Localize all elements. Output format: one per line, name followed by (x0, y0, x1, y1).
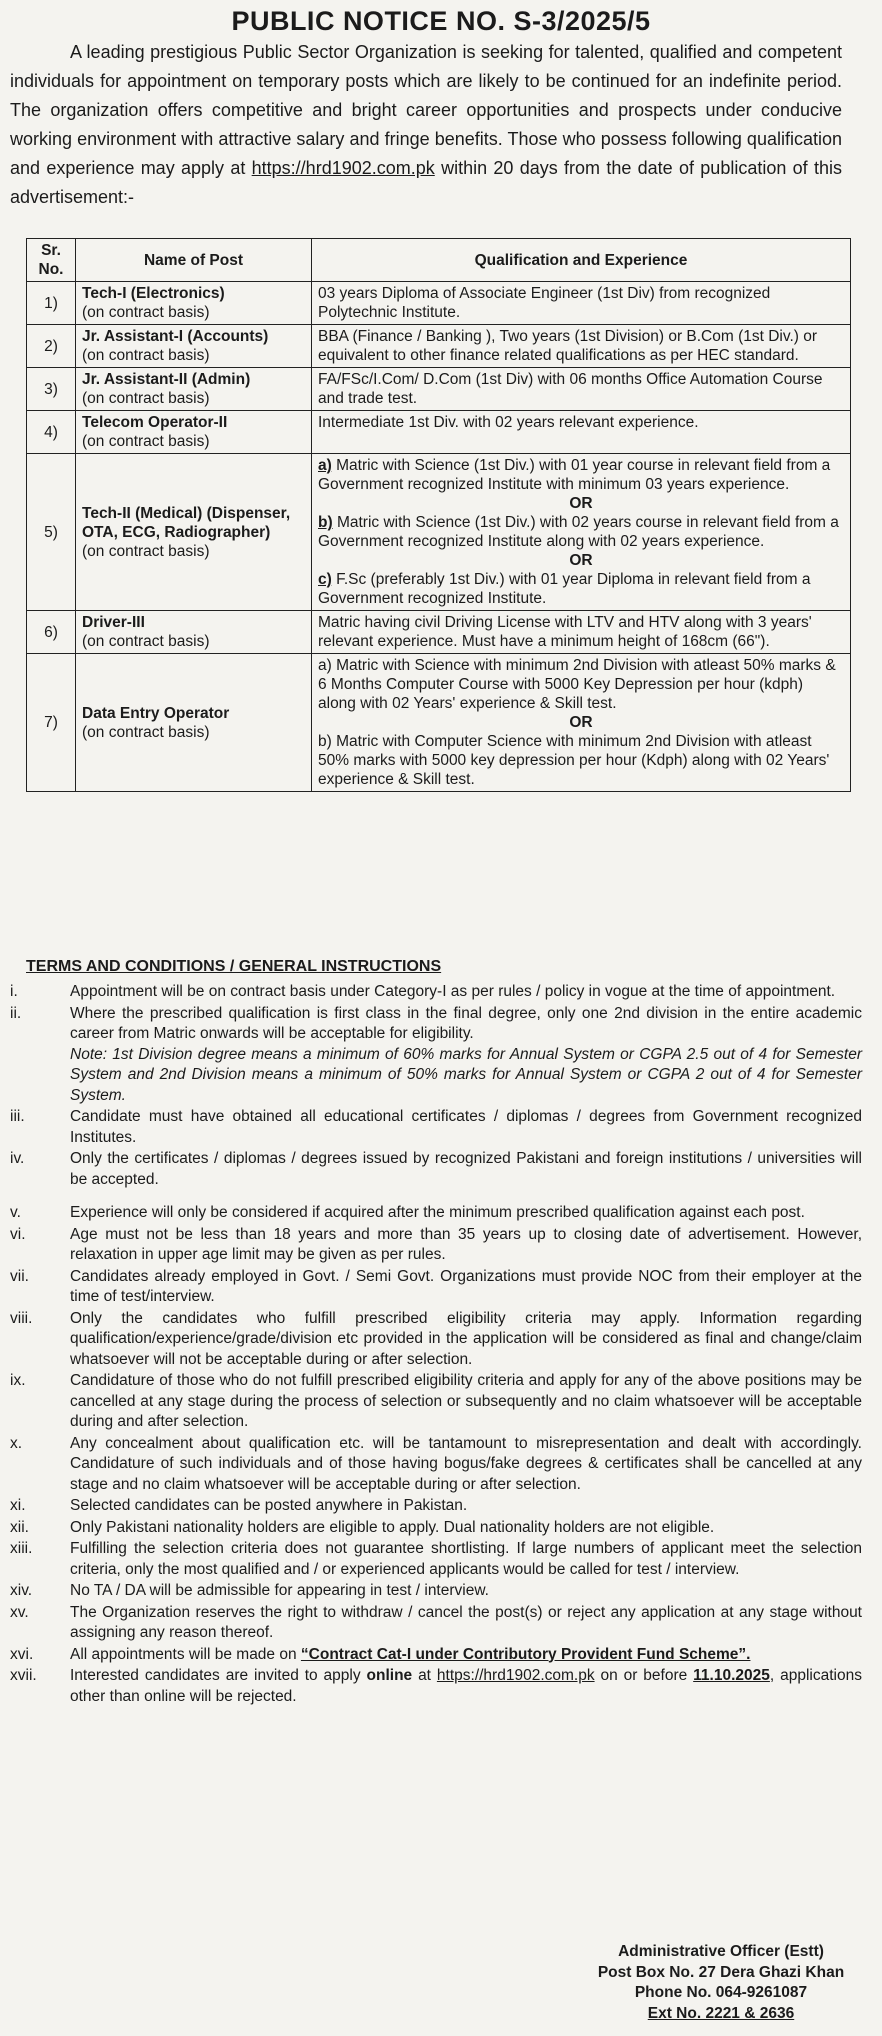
terms-heading: TERMS AND CONDITIONS / GENERAL INSTRUCTIONS (26, 958, 442, 975)
list-item: i. Appointment will be on contract basis under Category-I as per rules / policy in vogue at the time of appointment. (10, 983, 836, 1000)
or-separator: OR (569, 552, 593, 569)
post-name: Telecom Operator-II (82, 414, 228, 431)
table-row (27, 282, 851, 325)
row-post (76, 611, 312, 654)
list-item: xiii. Fulfilling the selection criteria does not guarantee shortlisting. If large numbers of applicant meet the selection criteria, only the most qualified and / or experienced applicants would be called for test / interview. (10, 1540, 862, 1578)
extension-numbers: Ext No. 2221 & 2636 (647, 2004, 795, 2022)
row-sr: 1) (27, 282, 76, 325)
list-item: xvi. All appointments will be made on “Contract Cat-I under Contributory Provident Fund Scheme”. (10, 1645, 751, 1663)
row-post (76, 282, 312, 325)
deadline-date: 11.10.2025 (693, 1667, 770, 1684)
qualification-option-b: b) Matric with Computer Science with minimum 2nd Division with atleast 50% marks with 5000 key depression per hour (Kdph) along with 02 Years' experience & Skill test. (318, 733, 830, 788)
row-sr: 5) (27, 454, 76, 611)
row-sr: 3) (27, 368, 76, 411)
post-basis: (on contract basis) (82, 723, 210, 741)
header-sr: Sr. No. (27, 239, 76, 282)
row-qualification: 03 years Diploma of Associate Engineer (1st Div) from recognized Polytechnic Institute. (312, 282, 851, 325)
note-text: Note: 1st Division degree means a minimum of 60% marks for Annual System or CGPA 2.5 out of 4 for Semester System and 2nd Division means a minimum of 50% marks for Annual System or CGPA 2 out of 4 for Semester System. (70, 1045, 862, 1104)
list-item: iv. Only the certificates / diplomas / degrees issued by recognized Pakistani and foreign institutions / universities will be accepted. (10, 1150, 862, 1188)
list-item: iii. Candidate must have obtained all educational certificates / diplomas / degrees from Government recognized Institutes. (10, 1108, 862, 1146)
row-sr: 6) (27, 611, 76, 654)
list-item: vii. Candidates already employed in Govt. / Semi Govt. Organizations must provide NOC from their employer at the time of test/interview. (10, 1267, 862, 1305)
signatory-title: Administrative Officer (Estt) (618, 1943, 824, 1960)
row-qualification (312, 454, 851, 611)
post-basis: (on contract basis) (82, 633, 210, 650)
row-post (76, 368, 312, 411)
list-item: ix. Candidature of those who do not fulfill prescribed eligibility criteria and apply for any of the above positions may be cancelled at any stage during the process of selection or subsequently and no claim whatsoever will be acceptable during and after selection. (10, 1372, 862, 1430)
post-basis: (on contract basis) (82, 433, 210, 450)
list-item: v. Experience will only be considered if acquired after the minimum prescribed qualification against each post. (10, 1204, 805, 1221)
qualification-option-a: a) Matric with Science with minimum 2nd Division with atleast 50% marks & 6 Months Computer Course with 5000 Key Depression per hour (kdph) along with 02 Years' experience & Skill test. (318, 657, 836, 712)
list-item: ii. Where the prescribed qualification is first class in the final degree, only one 2nd division in the entire academic career from Matric onwards will be acceptable for eligibility. Note: 1st Division degree means a minimum of 60% marks for Annual System or CGPA 2.5 out of 4 for Semester System and 2nd Division means a minimum of 50% marks for Annual System or CGPA 2 out of 4 for Semester System. (0, 1004, 882, 1107)
signature-block (586, 1942, 856, 2024)
row-post (76, 411, 312, 454)
row-post (76, 654, 312, 792)
post-name: Jr. Assistant-II (Admin) (82, 371, 251, 388)
post-basis: (on contract basis) (82, 390, 210, 407)
qualification-option-c: c) F.Sc (preferably 1st Div.) with 01 year Diploma in relevant field from a Government recognized Institute. (318, 571, 811, 607)
or-separator: OR (569, 714, 593, 731)
posts-table (26, 238, 851, 792)
list-item: xvii. Interested candidates are invited to apply online at https://hrd1902.com.pk on or before 11.10.2025, applications other than online will be rejected. (10, 1667, 862, 1705)
table-row (27, 411, 851, 454)
row-qualification: FA/FSc/I.Com/ D.Com (1st Div) with 06 months Office Automation Course and trade test. (312, 368, 851, 411)
qualification-option-a: a) Matric with Science (1st Div.) with 01 year course in relevant field from a Government recognized Institute with minimum 03 years experience. (318, 457, 831, 493)
list-item: x. Any concealment about qualification etc. will be tantamount to misrepresentation and dealt with accordingly. Candidature of such individuals and of those having bogus/fake degrees & certificates shall be cancelled at any stage and no claim whatsoever will be acceptable during or after selection. (10, 1434, 862, 1493)
list-item: xv. The Organization reserves the right to withdraw / cancel the post(s) or reject any application at any stage without assigning any reason thereof. (10, 1603, 862, 1641)
notice-title: PUBLIC NOTICE NO. S-3/2025/5 (231, 6, 651, 36)
list-item: xiv. No TA / DA will be admissible for appearing in test / interview. (10, 1582, 489, 1599)
post-basis: (on contract basis) (82, 542, 210, 560)
row-post (76, 325, 312, 368)
intro-text: A leading prestigious Public Sector Organization is seeking for talented, qualified and competent individuals for appointment on temporary posts which are likely to be continued for an indefinite period. The organization offers competitive and bright career opportunities and prospects under conducive working environment with attractive salary and fringe benefits. Those who possess following qualification and experience may apply at (10, 42, 842, 178)
list-item: xi. Selected candidates can be posted anywhere in Pakistan. (10, 1497, 468, 1514)
postal-address: Post Box No. 27 Dera Ghazi Khan (597, 1963, 845, 1981)
row-qualification: Intermediate 1st Div. with 02 years relevant experience. (312, 411, 851, 454)
row-post (76, 454, 312, 611)
apply-link[interactable]: https://hrd1902.com.pk (436, 1667, 595, 1684)
table-row (27, 611, 851, 654)
table-row (27, 325, 851, 368)
post-name: Jr. Assistant-I (Accounts) (82, 328, 269, 345)
row-qualification: BBA (Finance / Banking ), Two years (1st Division) or B.Com (1st Div.) or equivalent to other finance related qualifications as per HEC standard. (312, 325, 851, 368)
row-sr: 2) (27, 325, 76, 368)
table-header-row (27, 239, 851, 282)
header-post: Name of Post (76, 239, 312, 282)
post-name: Tech-II (Medical) (Dispenser, OTA, ECG, Radiographer) (82, 504, 291, 541)
phone-number: Phone No. 064-9261087 (634, 1984, 808, 2001)
apply-link[interactable]: https://hrd1902.com.pk (251, 158, 435, 178)
scheme-text: “Contract Cat-I under Contributory Provident Fund Scheme”. (300, 1645, 751, 1663)
row-qualification (312, 654, 851, 792)
table-row (27, 454, 851, 611)
header-qualification: Qualification and Experience (312, 239, 851, 282)
post-name: Data Entry Operator (82, 704, 230, 722)
intro-paragraph (10, 38, 842, 212)
row-sr: 7) (27, 654, 76, 792)
post-basis: (on contract basis) (82, 347, 210, 364)
qualification-option-b: b) Matric with Science (1st Div.) with 02 years course in relevant field from a Government recognized Institute along with 02 years experience. (318, 514, 839, 550)
or-separator: OR (569, 495, 593, 512)
terms-list (0, 982, 882, 1708)
row-qualification: Matric having civil Driving License with LTV and HTV along with 3 years' relevant experience. Must have a minimum height of 168cm (66"). (312, 611, 851, 654)
post-name: Tech-I (Electronics) (82, 285, 225, 302)
intro-text-end: within 20 days from the date of publication of this advertisement:- (10, 158, 842, 207)
table-row (27, 368, 851, 411)
row-sr: 4) (27, 411, 76, 454)
table-row (27, 654, 851, 792)
post-name: Driver-III (82, 614, 145, 631)
post-basis: (on contract basis) (82, 304, 210, 321)
list-item: viii. Only the candidates who fulfill prescribed eligibility criteria may apply. Information regarding qualification/experience/grade/division etc provided in the application will be considered as final and change/claim whatsoever will not be acceptable during or after selection. (10, 1309, 862, 1368)
list-item: vi. Age must not be less than 18 years and more than 35 years up to closing date of advertisement. However, relaxation in upper age limit may be given as per rules. (10, 1225, 862, 1263)
list-item: xii. Only Pakistani nationality holders are eligible to apply. Dual nationality holders are not eligible. (10, 1518, 715, 1536)
